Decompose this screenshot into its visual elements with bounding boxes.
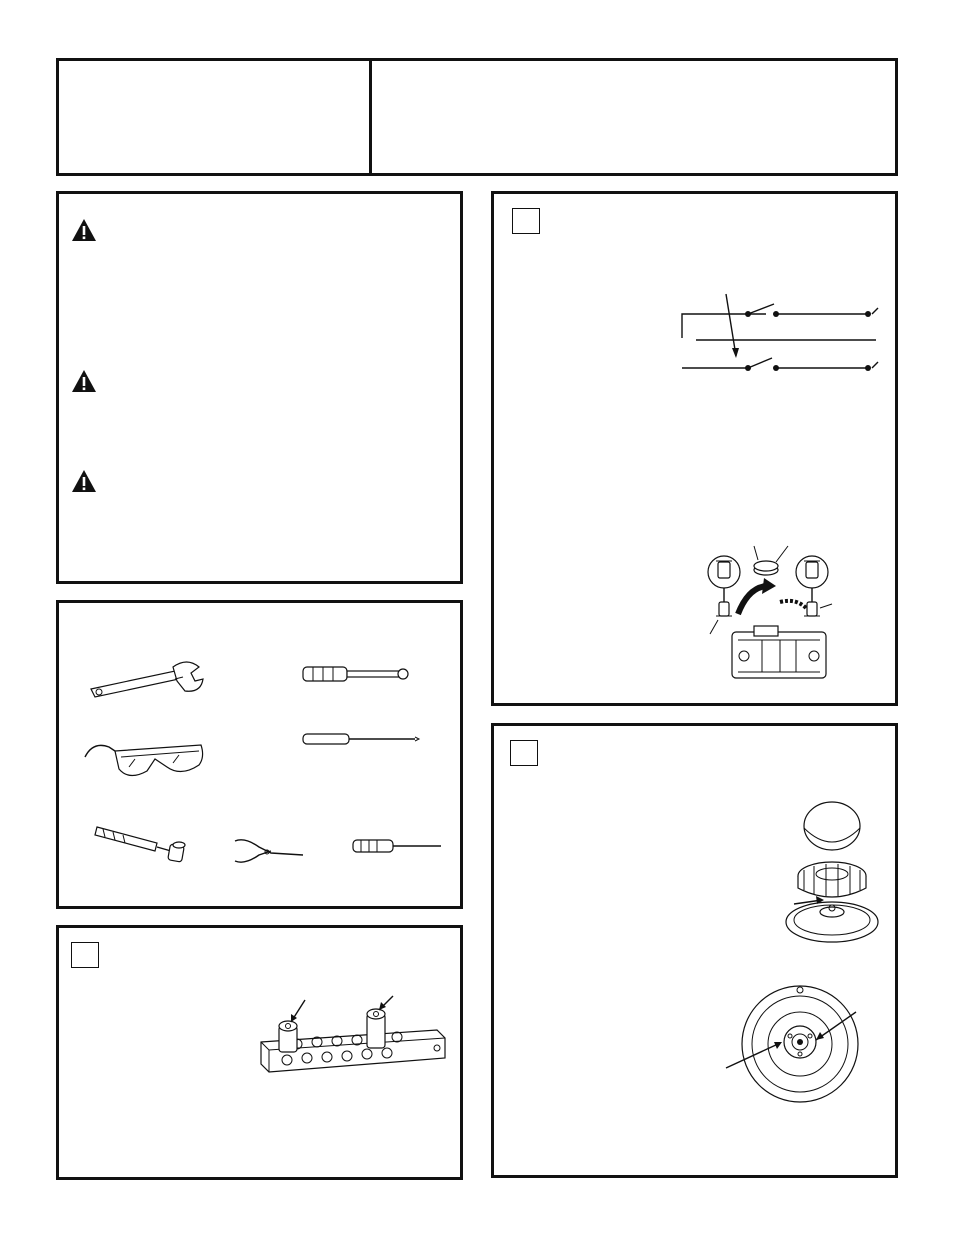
- step-b-panel: [491, 191, 898, 706]
- safety-glasses-icon: [81, 737, 211, 785]
- phillips-screwdriver-icon: [351, 837, 447, 857]
- switch-circuit-schematic: [678, 290, 888, 386]
- warnings-panel: [56, 191, 463, 584]
- step-a-panel: [56, 925, 463, 1180]
- exploded-burner-diagram: [774, 796, 884, 946]
- warning-triangle-icon: [71, 369, 97, 393]
- warning-triangle-icon: [71, 218, 97, 242]
- needle-nose-pliers-icon: [231, 835, 311, 867]
- header-divider: [369, 61, 372, 173]
- flat-screwdriver-icon: [301, 663, 421, 687]
- step-b-number: [512, 208, 540, 234]
- header-box: [56, 58, 898, 176]
- step-a-number: [71, 942, 99, 968]
- warning-triangle-icon: [71, 469, 97, 493]
- tools-panel: [56, 600, 463, 909]
- step-c-number: [510, 740, 538, 766]
- adjustable-wrench-icon: [87, 661, 207, 701]
- valve-conversion-diagram: [704, 544, 854, 684]
- nut-driver-icon: [93, 821, 213, 869]
- burner-base-top-view: [724, 984, 874, 1104]
- step-c-panel: [491, 723, 898, 1178]
- small-flat-screwdriver-icon: [301, 731, 421, 751]
- orifice-manifold-diagram: [257, 990, 457, 1080]
